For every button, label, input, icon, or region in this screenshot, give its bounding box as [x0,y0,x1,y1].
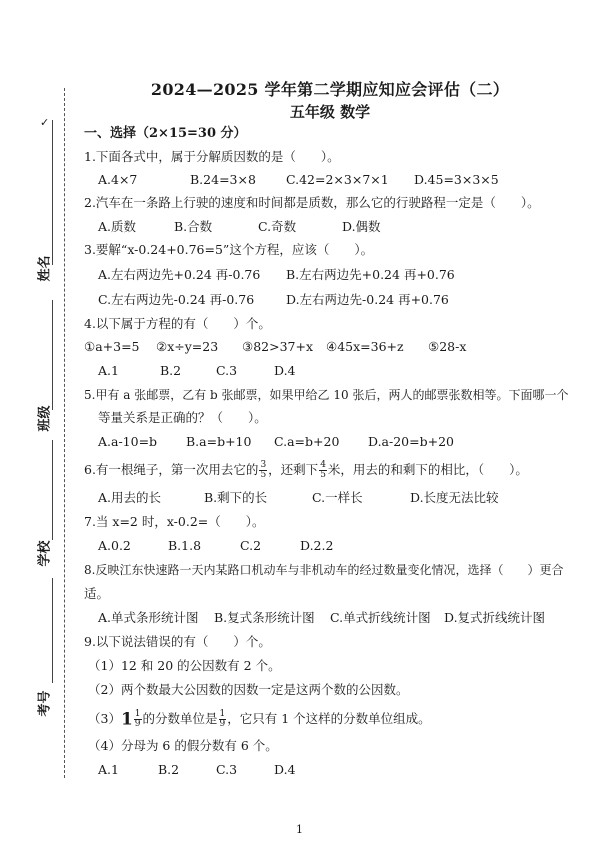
q4-item-4: ④45x=36+z [326,339,404,354]
q9-statement-1: （1）12 和 20 的公因数有 2 个。 [88,658,281,673]
q9-unit-fraction: $\frac{1}{9}$ [219,709,226,729]
exam-no-label: 考号 [37,690,53,717]
q5-option-d[interactable]: D.a-20=b+20 [368,434,454,449]
binding-dashed-line [64,88,65,778]
q5-stem-line1: 5.甲有 a 张邮票，乙有 b 张邮票，如果甲给乙 10 张后，两人的邮票张数相等。下面哪一个 [84,388,569,402]
q8-option-a[interactable]: A.单式条形统计图 [98,610,199,625]
q6-option-b[interactable]: B.剩下的长 [204,490,268,505]
q4-item-3: ③82>37+x [242,339,314,354]
q8-option-d[interactable]: D.复式折线统计图 [444,610,546,625]
q6-stem-post: 米，用去的和剩下的相比，（ ）。 [327,462,528,477]
q9-mixed-whole: 1 [120,709,133,730]
q9-mixed-fraction: $\frac{1}{9}$ [134,709,141,729]
page-number: 1 [296,823,303,836]
q8-stem-line1: 8.反映江东快速路一天内某路口机动车与非机动车的经过数量变化情况，选择（ ）更合 [84,563,564,577]
section-heading: 一、选择（2×15=30 分） [84,126,247,141]
q7-option-d[interactable]: D.2.2 [300,538,334,553]
q1-option-c[interactable]: C.42=2×3×7×1 [286,172,389,187]
school-label: 学校 [37,540,53,567]
q2-option-d[interactable]: D.偶数 [342,219,381,234]
q3-stem: 3.要解“x-0.24+0.76=5”这个方程，应该（ ）。 [84,242,374,257]
q2-option-c[interactable]: C.奇数 [258,219,297,234]
class-line [52,300,53,410]
q6-stem-mid: ，还剩下 [268,462,319,477]
q9-option-a[interactable]: A.1 [98,762,119,777]
q4-option-a[interactable]: A.1 [98,363,119,378]
exam-no-line [52,578,53,683]
q9-option-d[interactable]: D.4 [274,762,296,777]
class-field [30,405,60,445]
q3-option-a[interactable]: A.左右两边先+0.24 再-0.76 [98,267,261,282]
q8-stem-line2: 适。 [84,586,110,601]
q6-option-c[interactable]: C.一样长 [312,490,363,505]
q6-option-d[interactable]: D.长度无法比较 [410,490,499,505]
exam-subtitle: 五年级 数学 [289,103,371,121]
q2-option-a[interactable]: A.质数 [98,219,137,234]
school-line [52,440,53,540]
class-label: 班级 [37,405,53,432]
q1-option-d[interactable]: D.45=3×3×5 [414,172,499,187]
q9-s3-post: ，它只有 1 个这样的分数单位组成。 [227,711,431,726]
q4-option-c[interactable]: C.3 [216,363,238,378]
q6-fraction-used: $\frac{3}{5}$ [260,460,267,480]
q4-option-d[interactable]: D.4 [274,363,296,378]
q4-item-2: ②x÷y=23 [156,339,219,354]
q5-option-c[interactable]: C.a=b+20 [274,434,340,449]
q4-item-1: ①a+3=5 [84,339,140,354]
q4-stem: 4.以下属于方程的有（ ）个。 [84,316,271,331]
q9-statement-2: （2）两个数最大公因数的因数一定是这两个数的公因数。 [88,682,409,697]
exam-title: 2024—2025 学年第二学期应知应会评估（二） [150,80,510,99]
q9-s3-mid: 的分数单位是 [142,711,218,726]
q9-option-b[interactable]: B.2 [158,762,180,777]
q1-option-a[interactable]: A.4×7 [98,172,138,187]
q7-option-c[interactable]: C.2 [240,538,262,553]
q5-option-b[interactable]: B.a=b+10 [186,434,252,449]
q8-option-b[interactable]: B.复式条形统计图 [214,610,315,625]
q7-stem: 7.当 x=2 时，x-0.2=（ ）。 [84,514,265,529]
q9-option-c[interactable]: C.3 [216,762,238,777]
q3-option-d[interactable]: D.左右两边先-0.24 再+0.76 [286,292,449,307]
tick-mark: ✓ [40,116,50,129]
q3-option-c[interactable]: C.左右两边先-0.24 再-0.76 [98,292,255,307]
q9-stem: 9.以下说法错误的有（ ）个。 [84,634,271,649]
q8-option-c[interactable]: C.单式折线统计图 [330,610,431,625]
school-field [30,540,60,580]
q9-statement-3 [88,706,431,732]
name-label: 姓名 [37,255,53,282]
q9-statement-4: （4）分母为 6 的假分数有 6 个。 [88,738,278,753]
q5-option-a[interactable]: A.a-10=b [98,434,158,449]
q6-stem [84,458,528,482]
q2-stem: 2.汽车在一条路上行驶的速度和时间都是质数，那么它的行驶路程一定是（ ）。 [84,195,540,210]
q3-option-b[interactable]: B.左右两边先+0.24 再+0.76 [286,267,455,282]
q5-stem-line2: 等量关系是正确的？（ ）。 [98,410,267,425]
q9-s3-pre: （3） [88,711,121,726]
name-line [52,120,53,265]
q6-stem-pre: 6.有一根绳子，第一次用去它的 [84,462,259,477]
q1-stem: 1.下面各式中，属于分解质因数的是（ ）。 [84,149,340,164]
exam-no-field [30,690,60,730]
q1-option-b[interactable]: B.24=3×8 [190,172,256,187]
q4-item-5: ⑤28-x [428,339,467,354]
q7-option-a[interactable]: A.0.2 [98,538,131,553]
q6-fraction-remaining: $\frac{4}{5}$ [320,460,326,480]
q6-option-a[interactable]: A.用去的长 [98,490,162,505]
q4-option-b[interactable]: B.2 [160,363,182,378]
q7-option-b[interactable]: B.1.8 [168,538,202,553]
q2-option-b[interactable]: B.合数 [174,219,213,234]
name-field [30,255,60,335]
